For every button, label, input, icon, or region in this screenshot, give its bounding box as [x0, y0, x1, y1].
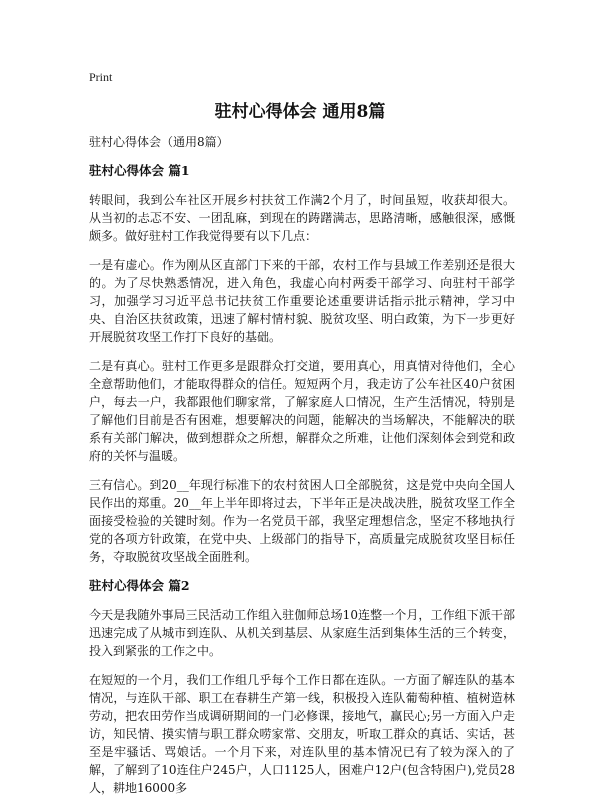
paragraph: 转眼间，我到公车社区开展乡村扶贫工作满2个月了，时间虽短，收获却很大。从当初的忐忑不安、一团乱麻，到现在的踌躇满志，思路清晰，感触很深，感慨颇多。做好驻村工作我觉得要有以下几点： — [89, 193, 515, 243]
paragraph: 在短短的一个月，我们工作组几乎每个工作日都在连队。一方面了解连队的基本情况，与连队干部、职工在春耕生产第一线，积极投入连队葡萄种植、植树造林劳动，把农田劳作当成调研期间的一门必修课，接地气，赢民心;另一方面入户走访，知民情、摸实情与职工群众唠家常、交朋友，听取工群众的真话、实话，甚至是牢骚话、骂娘话。一个月下来，对连队里的基本情况已有了较为深入的了解，了解到了10连住户245户，人口1125人，困难户12户(包含特困户),党员28人，耕地16000多 — [89, 673, 515, 795]
print-label[interactable]: Print — [89, 70, 113, 84]
section-1 — [89, 162, 515, 566]
document-body — [89, 133, 515, 808]
document-subtitle: 驻村心得体会（通用8篇） — [89, 135, 229, 149]
section-title: 驻村心得体会 篇1 — [89, 163, 190, 178]
paragraph: 今天是我随外事局三民活动工作组入驻伽师总场10连整一个月，工作组下派干部迅速完成了从城市到连队、从机关到基层、从家庭生活到集体生活的三个转变，投入到紧张的工作之中。 — [89, 608, 515, 658]
section-title: 驻村心得体会 篇2 — [89, 578, 190, 593]
paragraph: 三有信心。到20__年现行标准下的农村贫困人口全部脱贫，这是党中央向全国人民作出的郑重。20__年上半年即将过去，下半年正是决战决胜，脱贫攻坚工作全面接受检验的关键时刻。作为一名党员干部，我坚定理想信念，坚定不移地执行党的各项方针政策，在党中央、上级部门的指导下，高质量完成脱贫攻坚目标任务，夺取脱贫攻坚战全面胜利。 — [89, 478, 515, 564]
paragraph: 二是有真心。驻村工作更多是跟群众打交道，要用真心，用真情对待他们，全心全意帮助他们，才能取得群众的信任。短短两个月，我走访了公车社区40户贫困户，每去一户，我都跟他们聊家常，了解家庭人口情况，生产生活情况，特别是了解他们目前是否有困难，想要解决的问题，能解决的当场解决，不能解决的联系有关部门解决，做到想群众之所想，解群众之所难，让他们深刻体会到党和政府的关怀与温暖。 — [89, 359, 515, 463]
paragraph: 一是有虚心。作为刚从区直部门下来的干部，农村工作与县域工作差别还是很大的。为了尽快熟悉情况，进入角色，我虚心向村两委干部学习、向驻村干部学习，加强学习习近平总书记扶贫工作重要论述重要讲话指示批示精神，学习中央、自治区扶贫政策，迅速了解村情村貌、脱贫攻坚、明白政策，为下一步更好开展脱贫攻坚工作打下良好的基础。 — [89, 258, 515, 344]
section-2 — [89, 577, 515, 797]
page-title: 驻村心得体会 通用8篇 — [214, 102, 386, 122]
